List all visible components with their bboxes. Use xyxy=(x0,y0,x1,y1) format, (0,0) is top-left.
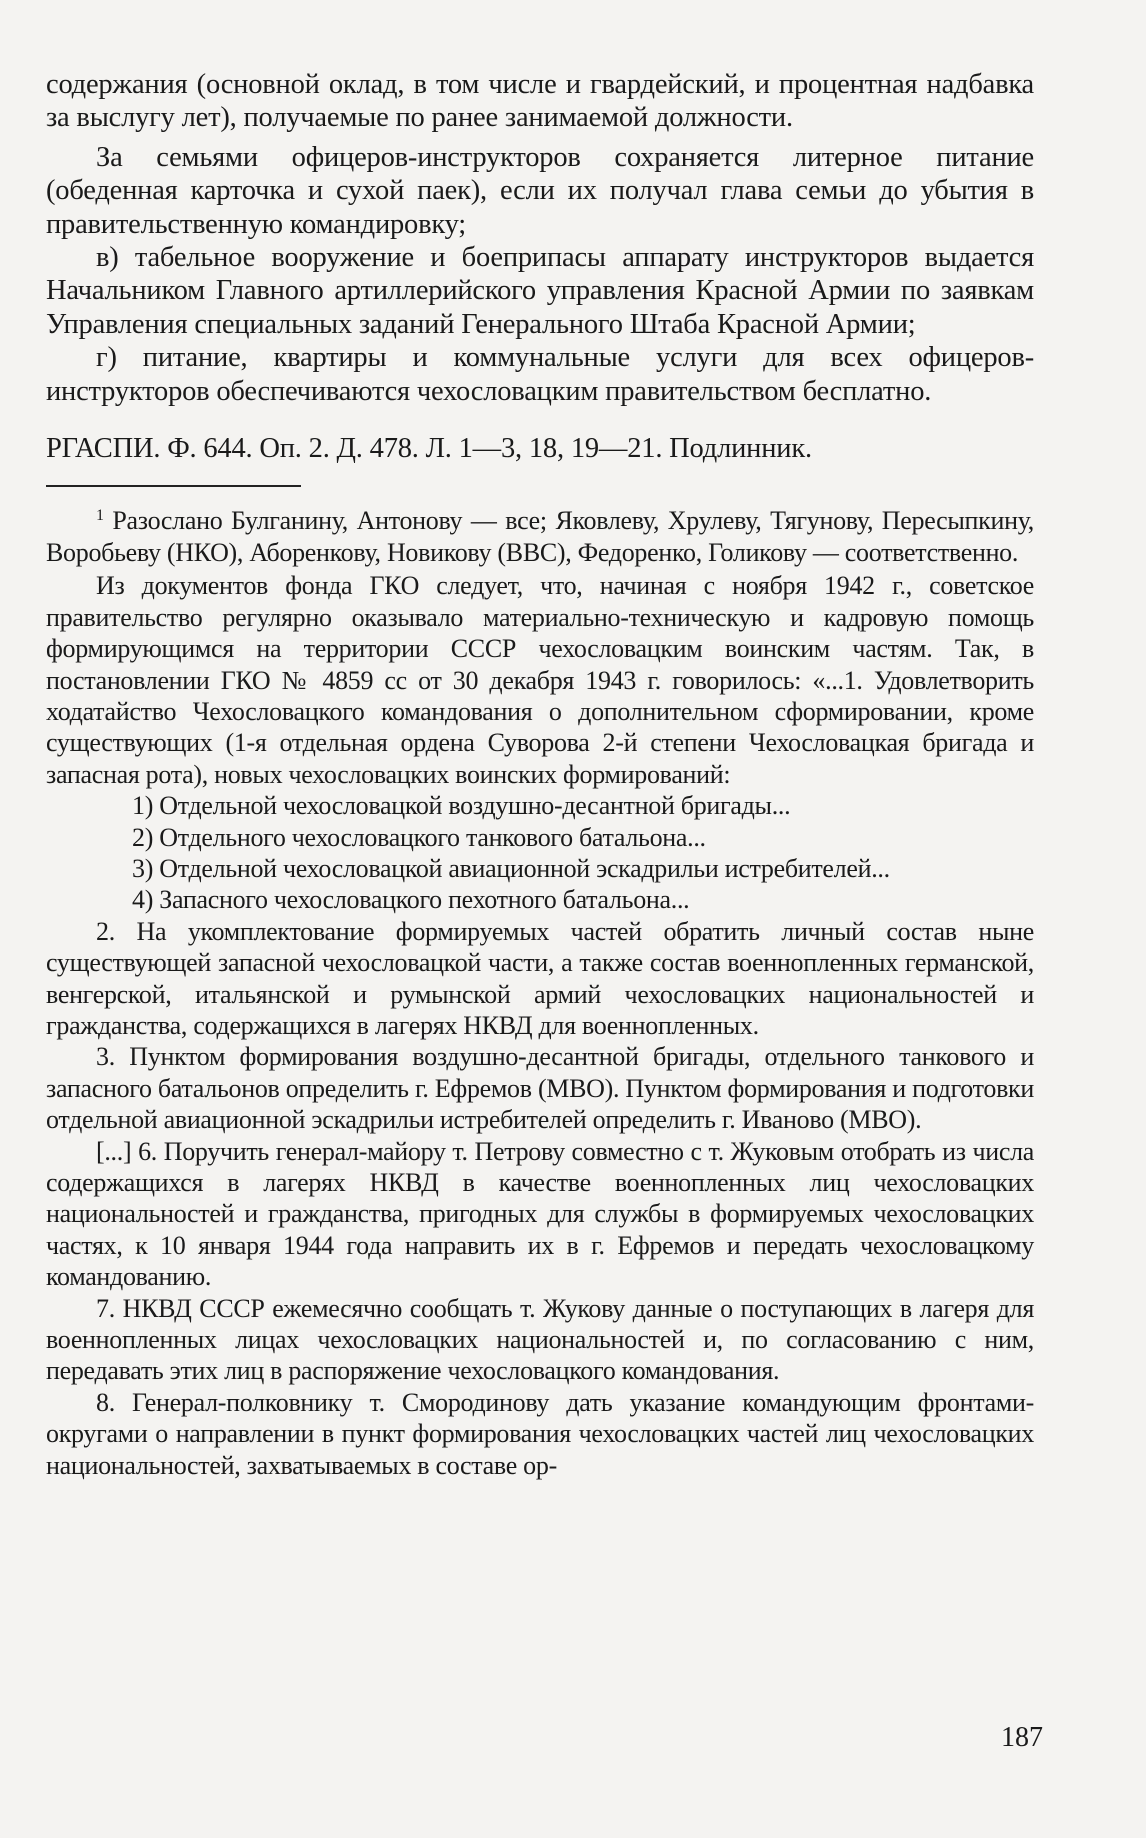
book-page xyxy=(46,68,1034,1481)
commentary xyxy=(46,570,1034,1481)
archive-source-citation: РГАСПИ. Ф. 644. Оп. 2. Д. 478. Л. 1—3, 18, 19—21. Подлинник. xyxy=(46,433,812,465)
commentary-paragraph: 3. Пунктом формирования воздушно-десантной бригады, отдельного танкового и запасного батальонов определить г. Ефремов (МВО). Пунктом формирования и подготовки отдельной авиационной эскадрильи истребителей определить г. Иваново (МВО). xyxy=(46,1042,1034,1135)
commentary-paragraph: Из документов фонда ГКО следует, что, начиная с ноября 1942 г., советское правительство регулярно оказывало материально-техническую и кадровую помощь формирующимся на территории СССР чехословацким воинским частям. Так, в постановлении ГКО № 4859 сс от 30 декабря 1943 г. говорилось: «...1. Удовлетворить ходатайство Чехословацкого командования о дополнительном сформировании, кроме существующих (1-я отдельная ордена Суворова 2-й степени Чехословацкая бригада и запасная рота), новых чехословацких воинских формирований: xyxy=(46,571,1034,789)
footnote-divider xyxy=(46,485,301,487)
page-number: 187 xyxy=(1001,1722,1043,1753)
formation-list-item: 3) Отдельной чехословацкой авиационной эскадрильи истребителей... xyxy=(132,853,890,883)
paragraph-housing: г) питание, квартиры и коммунальные услуги для всех офицеров-инструкторов обеспечиваются чехословацким правительством бесплатно. xyxy=(46,342,1034,407)
paragraph-salary: содержания (основной оклад, в том числе и гвардейский, и процентная надбавка за выслугу лет), получаемые по ранее занимаемой должности. xyxy=(46,69,1034,134)
footnote-marker: 1 xyxy=(96,507,104,525)
commentary-paragraph: 7. НКВД СССР ежемесячно сообщать т. Жукову данные о поступающих в лагеря для военнопленных лицах чехословацких национальностей и, по согласованию с ним, передавать этих лиц в распоряжение чехословацкого командования. xyxy=(46,1293,1034,1386)
formation-list-item: 1) Отдельной чехословацкой воздушно-десантной бригады... xyxy=(132,791,791,821)
commentary-paragraph: 2. На укомплектование формируемых частей обратить личный состав ныне существующей запасной чехословацкой части, а также состав военнопленных германской, венгерской, итальянской и румынской армий чехословацких национальностей и гражданства, содержащихся в лагерях НКВД для военнопленных. xyxy=(46,916,1034,1040)
paragraph-weapons-supply: в) табельное вооружение и боеприпасы аппарату инструкторов выдается Начальником Главного артиллерийского управления Красной Армии по заявкам Управления специальных заданий Генерального Штаба Красной Армии; xyxy=(46,242,1034,340)
footnote xyxy=(46,505,1034,568)
commentary-paragraph: 8. Генерал-полковнику т. Смородинову дать указание командующим фронтами-округами о направлении в пункт формирования чехословацких частей лиц чехословацких национальностей, захватываемых в составе ор- xyxy=(46,1387,1034,1480)
formation-list-item: 2) Отдельного чехословацкого танкового батальона... xyxy=(132,822,706,852)
document-text xyxy=(46,68,1034,465)
commentary-paragraph: [...] 6. Поручить генерал-майору т. Петрову совместно с т. Жуковым отобрать из числа содержащихся в лагерях НКВД в качестве военнопленных лиц чехословацких национальностей и гражданства, пригодных для службы в формируемых чехословацких частях, к 10 января 1944 года направить их в г. Ефремов и передать чехословацкому командованию. xyxy=(46,1136,1034,1292)
footnote-text: Разослано Булганину, Антонову — все; Яковлеву, Хрулеву, Тягунову, Пересыпкину, Воробьеву (НКО), Аборенкову, Новикову (ВВС), Федоренко, Голикову — соответственно. xyxy=(46,506,1034,567)
paragraph-family-rations: За семьями офицеров-инструкторов сохраняется литерное питание (обеденная карточка и сухой паек), если их получал глава семьи до убытия в правительственную командировку; xyxy=(46,141,1034,240)
formation-list-item: 4) Запасного чехословацкого пехотного батальона... xyxy=(132,885,690,915)
